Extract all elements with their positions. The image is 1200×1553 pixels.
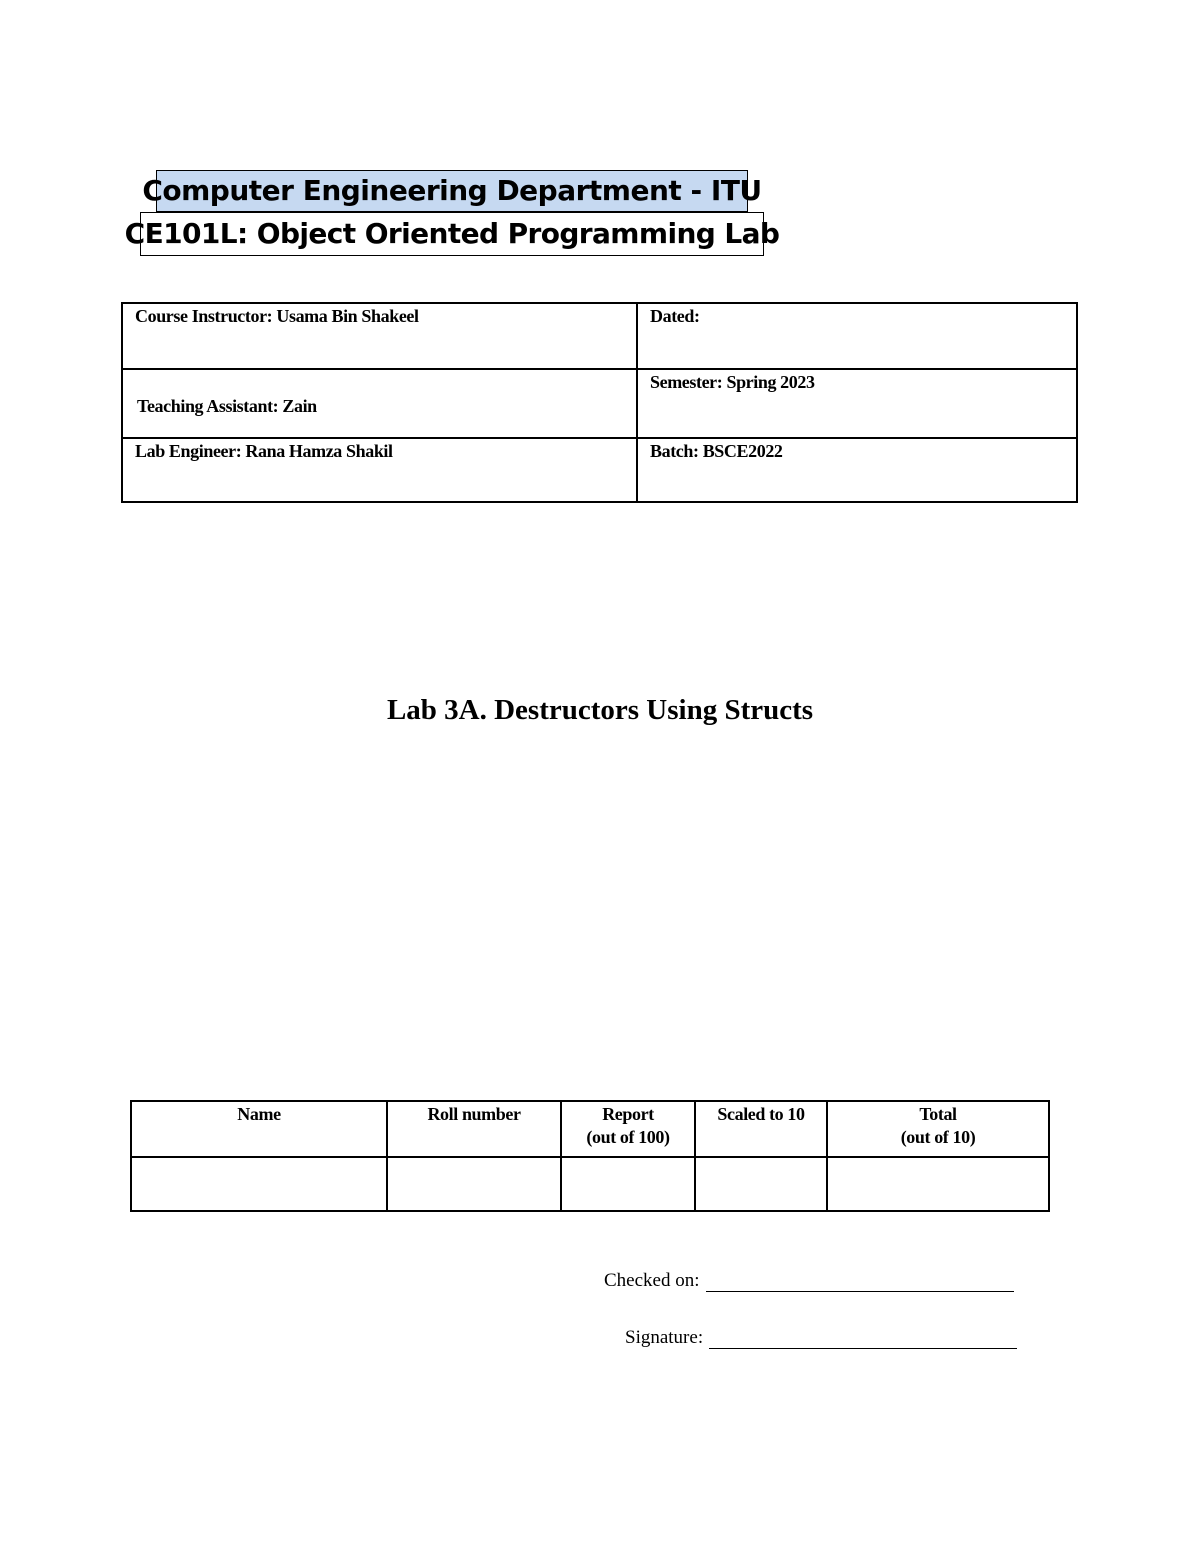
header-report <box>561 1101 695 1157</box>
roll-number-entry-cell[interactable] <box>387 1157 561 1211</box>
table-row <box>131 1157 1049 1211</box>
signature-line[interactable] <box>709 1330 1017 1349</box>
header-roll-number <box>387 1101 561 1157</box>
batch-cell: Batch: BSCE2022 <box>637 438 1077 502</box>
header-sublabel: (out of 10) <box>900 1126 976 1147</box>
table-row <box>122 369 1077 438</box>
teaching-assistant-text: Teaching Assistant: Zain <box>137 396 317 416</box>
header-total <box>827 1101 1049 1157</box>
checked-on-row <box>604 1270 1014 1292</box>
checked-on-line[interactable] <box>706 1273 1014 1292</box>
header-sublabel: (out of 100) <box>586 1126 670 1147</box>
signature-label: Signature: <box>625 1327 704 1348</box>
teaching-assistant-cell <box>122 369 637 438</box>
report-entry-cell[interactable] <box>561 1157 695 1211</box>
scaled-entry-cell[interactable] <box>695 1157 827 1211</box>
course-heading: CE101L: Object Oriented Programming Lab <box>140 212 764 256</box>
name-entry-cell[interactable] <box>131 1157 387 1211</box>
semester-cell: Semester: Spring 2023 <box>637 369 1077 438</box>
header-label: Total <box>919 1104 957 1124</box>
header-label: Name <box>237 1104 281 1124</box>
header-name <box>131 1101 387 1157</box>
total-entry-cell[interactable] <box>827 1157 1049 1211</box>
department-heading: Computer Engineering Department - ITU <box>156 170 748 212</box>
lab-engineer-cell: Lab Engineer: Rana Hamza Shakil <box>122 438 637 502</box>
header-label: Report <box>602 1104 654 1124</box>
checked-on-label: Checked on: <box>604 1270 700 1291</box>
table-header-row <box>131 1101 1049 1157</box>
table-row <box>122 438 1077 502</box>
course-info-table <box>121 302 1078 503</box>
instructor-cell: Course Instructor: Usama Bin Shakeel <box>122 303 637 369</box>
marks-table <box>130 1100 1050 1212</box>
header-scaled <box>695 1101 827 1157</box>
header-label: Roll number <box>427 1104 521 1124</box>
signature-row <box>625 1327 1017 1349</box>
dated-cell: Dated: <box>637 303 1077 369</box>
header-label: Scaled to 10 <box>717 1104 805 1124</box>
lab-title: Lab 3A. Destructors Using Structs <box>386 694 814 726</box>
table-row <box>122 303 1077 369</box>
